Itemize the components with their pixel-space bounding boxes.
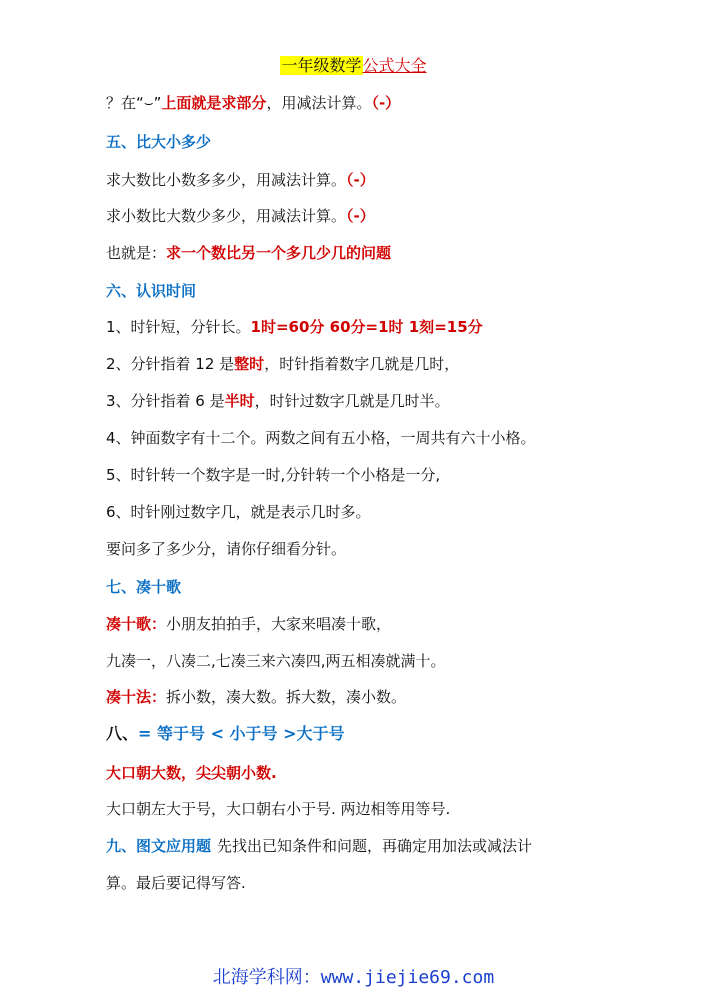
text-line: 九凑一，八凑二,七凑三来六凑四,两五相凑就满十。 <box>106 652 446 670</box>
text-line: 3、分针指着 6 是半时，时针过数字几就是几时半。 <box>106 392 450 410</box>
text-line: 凑十歌：小朋友拍拍手，大家来唱凑十歌， <box>106 615 392 633</box>
text-line: 4、钟面数字有十二个。两数之间有五小格，一周共有六十小格。 <box>106 429 536 447</box>
text-line: 也就是：求一个数比另一个多几少几的问题 <box>106 244 392 262</box>
section-heading: 八、= 等于号 < 小于号 >大于号 <box>106 724 345 743</box>
title-underlined: 公式大全 <box>362 56 427 75</box>
text-line: 2、分针指着 12 是整时，时针指着数字几就是几时， <box>106 355 460 373</box>
text-line: 大口朝大数，尖尖朝小数. <box>106 764 277 782</box>
section-heading: 六、认识时间 <box>106 282 197 300</box>
text-line: 6、时针刚过数字几，就是表示几时多。 <box>106 503 371 521</box>
text-line: 1、时针短，分针长。1时=60分 60分=1时 1刻=15分 <box>106 318 483 336</box>
text-line: 求大数比小数多多少，用减法计算。（-） <box>106 171 375 189</box>
page-title <box>0 54 707 78</box>
text-line: 求小数比大数少多少，用减法计算。（-） <box>106 207 375 225</box>
text-line: ？在“⌣”上面就是求部分，用减法计算。（-） <box>106 94 401 112</box>
text-line: 要问多了多少分，请你仔细看分针。 <box>106 540 347 558</box>
text-line: 大口朝左大于号，大口朝右小于号. 两边相等用等号. <box>106 800 451 818</box>
title-highlighted: 一年级数学 <box>281 56 362 75</box>
footer-url[interactable]: www.jiejie69.com <box>320 967 495 988</box>
text-line: 九、图文应用题 先找出已知条件和问题，再确定用加法或减法计 <box>106 837 533 855</box>
text-line: 算。最后要记得写答. <box>106 874 246 892</box>
section-heading: 七、凑十歌 <box>106 578 182 596</box>
section-heading: 五、比大小多少 <box>106 133 212 151</box>
text-line: 5、时针转一个数字是一时,分针转一个小格是一分, <box>106 466 441 484</box>
text-line: 凑十法：拆小数，凑大数。拆大数，凑小数。 <box>106 688 407 706</box>
footer-site: 北海学科网：www.jiejie69.com <box>212 967 495 988</box>
